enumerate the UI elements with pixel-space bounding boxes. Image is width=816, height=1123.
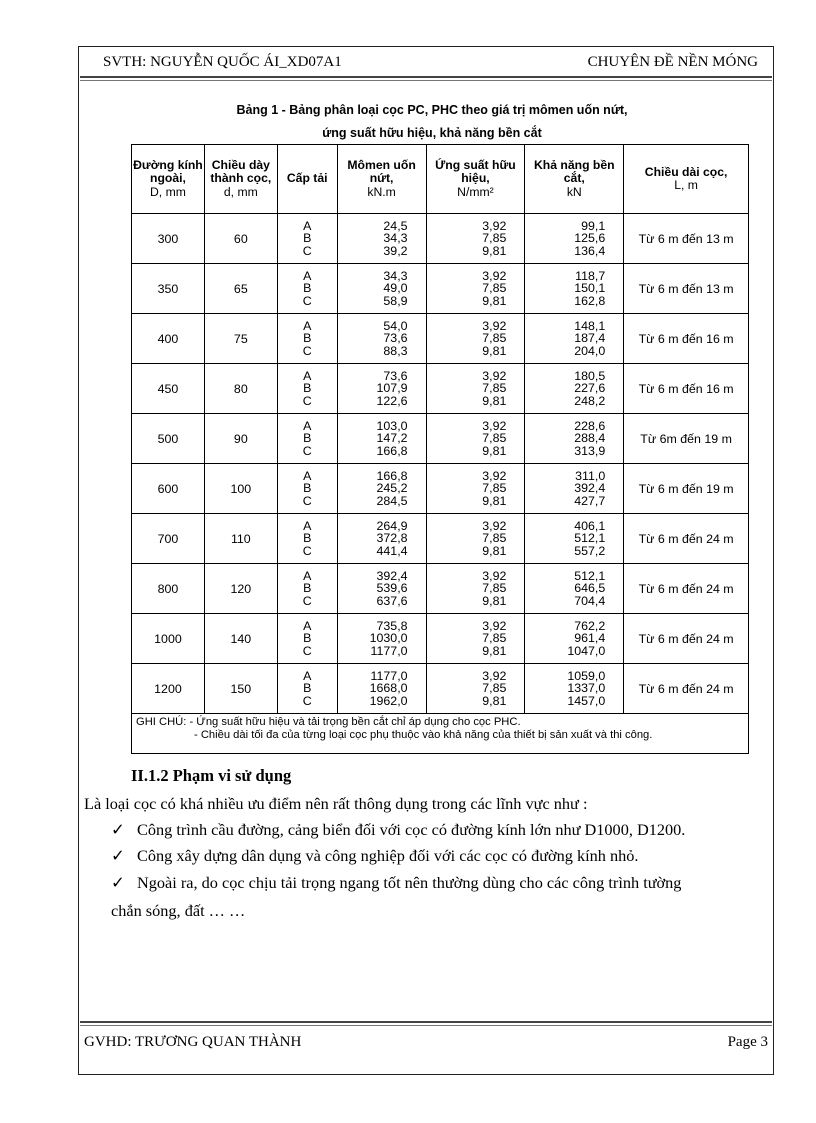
cell-pile-length: Từ 6 m đến 24 m	[624, 614, 749, 664]
cell-effective-stress-value: 9,81	[482, 293, 507, 308]
cell-crack-moment	[337, 514, 426, 564]
cell-crack-moment	[337, 564, 426, 614]
cell-shear-capacity-value: 227,6	[574, 381, 606, 396]
cell-shear-capacity-value: 646,5	[574, 581, 606, 596]
cell-effective-stress-value: 3,92	[482, 519, 507, 534]
cell-crack-moment	[337, 414, 426, 464]
cell-load-class-value: A	[303, 569, 312, 584]
section-title: II.1.2 Phạm vi sử dụng	[131, 766, 292, 785]
cell-effective-stress	[426, 314, 525, 364]
cell-shear-capacity-value: 136,4	[574, 243, 606, 258]
cell-load-class-value: C	[302, 543, 312, 558]
cell-load-class-value: A	[303, 419, 312, 434]
bullet-text-1: Công trình cầu đường, cảng biển đối với cọc có đường kính lớn như D1000, D1200.	[137, 820, 686, 839]
cell-pile-length: Từ 6 m đến 13 m	[624, 214, 749, 264]
cell-effective-stress-value: 9,81	[482, 643, 507, 658]
cell-effective-stress-value: 9,81	[482, 243, 507, 258]
cell-effective-stress	[426, 414, 525, 464]
cell-shear-capacity-value: 557,2	[574, 543, 606, 558]
cell-load-class-value: C	[302, 343, 312, 358]
cell-load-class-value: B	[303, 631, 312, 646]
cell-wall-thickness: 65	[204, 264, 277, 314]
cell-load-class-value: C	[302, 243, 312, 258]
cell-effective-stress-value: 7,85	[482, 531, 507, 546]
cell-outer-diameter: 1200	[132, 664, 205, 714]
cell-crack-moment	[337, 614, 426, 664]
cell-effective-stress-value: 9,81	[482, 493, 507, 508]
cell-crack-moment	[337, 364, 426, 414]
cell-load-class-value: A	[303, 519, 312, 534]
cell-effective-stress-value: 3,92	[482, 419, 507, 434]
cell-crack-moment-value: 73,6	[383, 369, 408, 384]
cell-crack-moment-value: 441,4	[376, 543, 408, 558]
cell-effective-stress-value: 9,81	[482, 343, 507, 358]
cell-effective-stress	[426, 264, 525, 314]
cell-crack-moment-value: 637,6	[376, 593, 408, 608]
cell-shear-capacity	[525, 214, 624, 264]
cell-pile-length: Từ 6 m đến 19 m	[624, 464, 749, 514]
col-header-shear-capacity: Khả năng bền cắt, kN	[525, 145, 624, 214]
bullet-item-3	[111, 873, 681, 893]
cell-shear-capacity-value: 118,7	[575, 269, 606, 284]
cell-effective-stress-value: 7,85	[482, 431, 507, 446]
cell-wall-thickness: 140	[204, 614, 277, 664]
cell-load-class-value: C	[302, 693, 312, 708]
cell-load-class-value: A	[303, 269, 312, 284]
cell-load-class-value: A	[303, 219, 312, 234]
cell-wall-thickness: 90	[204, 414, 277, 464]
cell-crack-moment-value: 284,5	[376, 493, 408, 508]
cell-pile-length: Từ 6 m đến 24 m	[624, 564, 749, 614]
cell-load-class-value: A	[303, 469, 312, 484]
cell-shear-capacity-value: 187,4	[574, 331, 606, 346]
table-row	[132, 614, 749, 664]
cell-shear-capacity	[525, 614, 624, 664]
cell-effective-stress-value: 9,81	[482, 393, 507, 408]
cell-effective-stress	[426, 364, 525, 414]
intro-paragraph: Là loại cọc có khá nhiều ưu điểm nên rất thông dụng trong các lĩnh vực như :	[84, 794, 588, 813]
cell-load-class-value: B	[303, 281, 312, 296]
cell-outer-diameter: 400	[132, 314, 205, 364]
cell-pile-length: Từ 6 m đến 16 m	[624, 314, 749, 364]
cell-effective-stress	[426, 664, 525, 714]
cell-load-class-value: A	[303, 319, 312, 334]
cell-effective-stress-value: 3,92	[482, 369, 507, 384]
cell-load-class-value: B	[303, 431, 312, 446]
table-header-row	[132, 145, 749, 214]
cell-outer-diameter: 800	[132, 564, 205, 614]
cell-crack-moment-value: 73,6	[383, 331, 408, 346]
cell-outer-diameter: 700	[132, 514, 205, 564]
cell-load-class	[277, 514, 337, 564]
cell-shear-capacity-value: 150,1	[574, 281, 606, 296]
cell-crack-moment-value: 264,9	[376, 519, 408, 534]
cell-load-class-value: B	[303, 231, 312, 246]
cell-crack-moment-value: 122,6	[376, 393, 408, 408]
cell-shear-capacity	[525, 464, 624, 514]
table-row	[132, 514, 749, 564]
cell-shear-capacity-value: 961,4	[574, 631, 606, 646]
cell-outer-diameter: 300	[132, 214, 205, 264]
cell-crack-moment-value: 147,2	[376, 431, 408, 446]
cell-wall-thickness: 80	[204, 364, 277, 414]
cell-shear-capacity-value: 512,1	[574, 531, 606, 546]
table-caption-line1: Bảng 1 - Bảng phân loại cọc PC, PHC theo giá trị mômen uốn nứt,	[236, 103, 628, 117]
cell-outer-diameter: 1000	[132, 614, 205, 664]
cell-shear-capacity	[525, 564, 624, 614]
cell-effective-stress-value: 3,92	[482, 569, 507, 584]
cell-outer-diameter: 350	[132, 264, 205, 314]
cell-shear-capacity	[525, 264, 624, 314]
cell-effective-stress-value: 3,92	[482, 269, 507, 284]
cell-shear-capacity-value: 162,8	[574, 293, 606, 308]
cell-load-class	[277, 664, 337, 714]
bullet-text-3-continued: chắn sóng, đất … …	[111, 901, 246, 920]
cell-load-class-value: C	[302, 393, 312, 408]
cell-shear-capacity	[525, 414, 624, 464]
cell-crack-moment-value: 39,2	[383, 243, 408, 258]
table-row	[132, 214, 749, 264]
cell-shear-capacity	[525, 514, 624, 564]
cell-shear-capacity-value: 1059,0	[567, 669, 606, 684]
cell-crack-moment	[337, 314, 426, 364]
cell-load-class-value: B	[303, 481, 312, 496]
cell-crack-moment-value: 1962,0	[369, 693, 408, 708]
cell-crack-moment-value: 1668,0	[369, 681, 408, 696]
cell-crack-moment-value: 1030,0	[369, 631, 408, 646]
note-line-1: GHI CHÚ: - Ứng suất hữu hiệu và tải trọng bền cắt chỉ áp dụng cho cọc PHC.	[136, 716, 521, 728]
cell-effective-stress-value: 9,81	[482, 443, 507, 458]
cell-crack-moment-value: 107,9	[376, 381, 408, 396]
cell-load-class-value: B	[303, 681, 312, 696]
col-header-outer-diameter: Đường kính ngoài, D, mm	[132, 145, 205, 214]
col-header-wall-thickness: Chiều dày thành cọc, d, mm	[204, 145, 277, 214]
cell-crack-moment-value: 54,0	[383, 319, 408, 334]
header-student: SVTH: NGUYỄN QUỐC ÁI_XD07A1	[103, 54, 342, 70]
cell-shear-capacity-value: 512,1	[574, 569, 606, 584]
col-header-crack-moment: Mômen uốn nứt, kN.m	[337, 145, 426, 214]
cell-load-class-value: A	[303, 369, 312, 384]
cell-effective-stress-value: 7,85	[482, 381, 507, 396]
cell-wall-thickness: 75	[204, 314, 277, 364]
cell-effective-stress-value: 9,81	[482, 693, 507, 708]
cell-pile-length: Từ 6m đến 19 m	[624, 414, 749, 464]
cell-shear-capacity-value: 1337,0	[567, 681, 606, 696]
cell-load-class-value: A	[303, 619, 312, 634]
cell-crack-moment-value: 1177,0	[370, 643, 408, 658]
cell-shear-capacity-value: 311,0	[575, 469, 606, 484]
cell-crack-moment-value: 34,3	[383, 231, 408, 246]
cell-outer-diameter: 500	[132, 414, 205, 464]
table-row	[132, 564, 749, 614]
table-row	[132, 414, 749, 464]
cell-crack-moment-value: 166,8	[376, 469, 408, 484]
cell-load-class-value: C	[302, 493, 312, 508]
cell-effective-stress	[426, 614, 525, 664]
cell-effective-stress	[426, 564, 525, 614]
cell-shear-capacity-value: 125,6	[574, 231, 606, 246]
cell-shear-capacity	[525, 364, 624, 414]
col-header-load-class: Cấp tải	[277, 145, 337, 214]
cell-shear-capacity-value: 704,4	[574, 593, 606, 608]
cell-wall-thickness: 150	[204, 664, 277, 714]
cell-load-class-value: C	[302, 443, 312, 458]
page-number: Page 3	[727, 1034, 768, 1050]
cell-crack-moment-value: 103,0	[376, 419, 408, 434]
col-header-pile-length: Chiều dài cọc, L, m	[624, 145, 749, 214]
cell-load-class	[277, 414, 337, 464]
cell-crack-moment	[337, 664, 426, 714]
table-row	[132, 464, 749, 514]
footer-rule-thin	[80, 1025, 772, 1026]
cell-effective-stress-value: 3,92	[482, 319, 507, 334]
bullet-item-1	[111, 820, 685, 840]
cell-effective-stress-value: 9,81	[482, 543, 507, 558]
cell-wall-thickness: 120	[204, 564, 277, 614]
col-header-effective-stress: Ứng suất hữu hiệu, N/mm²	[426, 145, 525, 214]
bullet-text-2: Công xây dựng dân dụng và công nghiệp đối với các cọc có đường kính nhỏ.	[137, 846, 639, 865]
cell-crack-moment-value: 58,9	[383, 293, 408, 308]
note-line-2: - Chiều dài tối đa của từng loại cọc phụ thuộc vào khả năng của thiết bị sản xuất và thi công.	[194, 729, 653, 741]
table-row	[132, 314, 749, 364]
cell-load-class	[277, 314, 337, 364]
cell-shear-capacity-value: 313,9	[574, 443, 606, 458]
cell-pile-length: Từ 6 m đến 24 m	[624, 664, 749, 714]
table-row	[132, 264, 749, 314]
table-row	[132, 364, 749, 414]
bullet-text-3: Ngoài ra, do cọc chịu tải trọng ngang tốt nên thường dùng cho các công trình tường	[137, 873, 682, 892]
pile-classification-table	[131, 144, 749, 754]
footer-rule	[80, 1021, 772, 1023]
cell-crack-moment-value: 539,6	[376, 581, 408, 596]
cell-load-class	[277, 364, 337, 414]
table-caption-line2: ứng suất hữu hiệu, khả năng bền cắt	[322, 126, 542, 140]
table-note	[132, 714, 749, 754]
cell-crack-moment-value: 166,8	[376, 443, 408, 458]
cell-crack-moment	[337, 464, 426, 514]
cell-load-class-value: C	[302, 593, 312, 608]
header-rule-thin	[80, 80, 772, 81]
cell-shear-capacity-value: 427,7	[574, 493, 606, 508]
cell-shear-capacity-value: 1047,0	[567, 643, 606, 658]
cell-wall-thickness: 100	[204, 464, 277, 514]
cell-effective-stress-value: 7,85	[482, 281, 507, 296]
cell-crack-moment-value: 88,3	[383, 343, 408, 358]
cell-shear-capacity-value: 762,2	[574, 619, 606, 634]
cell-pile-length: Từ 6 m đến 13 m	[624, 264, 749, 314]
cell-outer-diameter: 450	[132, 364, 205, 414]
cell-effective-stress-value: 3,92	[482, 619, 507, 634]
cell-crack-moment-value: 735,8	[376, 619, 408, 634]
cell-shear-capacity-value: 180,5	[574, 369, 606, 384]
cell-crack-moment	[337, 264, 426, 314]
cell-shear-capacity	[525, 664, 624, 714]
cell-effective-stress-value: 9,81	[482, 593, 507, 608]
cell-shear-capacity-value: 1457,0	[567, 693, 606, 708]
cell-effective-stress-value: 7,85	[482, 581, 507, 596]
cell-shear-capacity-value: 288,4	[574, 431, 606, 446]
cell-outer-diameter: 600	[132, 464, 205, 514]
cell-effective-stress	[426, 464, 525, 514]
cell-crack-moment-value: 24,5	[383, 219, 408, 234]
footer-advisor: GVHD: TRƯƠNG QUAN THÀNH	[84, 1034, 302, 1050]
cell-effective-stress-value: 3,92	[482, 219, 507, 234]
cell-crack-moment-value: 34,3	[383, 269, 408, 284]
cell-effective-stress-value: 7,85	[482, 631, 507, 646]
cell-wall-thickness: 60	[204, 214, 277, 264]
cell-effective-stress	[426, 514, 525, 564]
check-icon: ✓	[111, 846, 125, 865]
cell-effective-stress-value: 7,85	[482, 231, 507, 246]
cell-load-class	[277, 614, 337, 664]
cell-wall-thickness: 110	[204, 514, 277, 564]
cell-crack-moment-value: 245,2	[376, 481, 408, 496]
cell-pile-length: Từ 6 m đến 16 m	[624, 364, 749, 414]
cell-shear-capacity-value: 228,6	[574, 419, 606, 434]
cell-shear-capacity-value: 204,0	[574, 343, 606, 358]
bullet-item-2	[111, 846, 639, 866]
cell-load-class-value: B	[303, 381, 312, 396]
cell-shear-capacity-value: 248,2	[574, 393, 606, 408]
cell-crack-moment-value: 1177,0	[370, 669, 408, 684]
cell-effective-stress-value: 3,92	[482, 669, 507, 684]
cell-load-class-value: C	[302, 643, 312, 658]
cell-crack-moment-value: 372,8	[376, 531, 408, 546]
cell-effective-stress-value: 3,92	[482, 469, 507, 484]
cell-load-class-value: B	[303, 531, 312, 546]
cell-shear-capacity-value: 99,1	[581, 219, 606, 234]
cell-effective-stress-value: 7,85	[482, 481, 507, 496]
header-rule	[80, 76, 772, 78]
cell-shear-capacity-value: 148,1	[574, 319, 606, 334]
cell-load-class	[277, 564, 337, 614]
cell-effective-stress	[426, 214, 525, 264]
check-icon: ✓	[111, 820, 125, 839]
table-row	[132, 664, 749, 714]
cell-shear-capacity-value: 392,4	[574, 481, 606, 496]
cell-effective-stress-value: 7,85	[482, 681, 507, 696]
cell-load-class-value: A	[303, 669, 312, 684]
check-icon: ✓	[111, 873, 125, 892]
cell-effective-stress-value: 7,85	[482, 331, 507, 346]
cell-shear-capacity	[525, 314, 624, 364]
cell-load-class	[277, 214, 337, 264]
cell-load-class-value: B	[303, 331, 312, 346]
cell-crack-moment-value: 392,4	[376, 569, 408, 584]
cell-pile-length: Từ 6 m đến 24 m	[624, 514, 749, 564]
cell-load-class	[277, 264, 337, 314]
cell-crack-moment	[337, 214, 426, 264]
cell-load-class-value: C	[302, 293, 312, 308]
cell-load-class	[277, 464, 337, 514]
cell-crack-moment-value: 49,0	[383, 281, 408, 296]
table-note-row	[132, 714, 749, 754]
cell-load-class-value: B	[303, 581, 312, 596]
header-topic: CHUYÊN ĐỀ NỀN MÓNG	[587, 54, 758, 70]
cell-shear-capacity-value: 406,1	[574, 519, 606, 534]
